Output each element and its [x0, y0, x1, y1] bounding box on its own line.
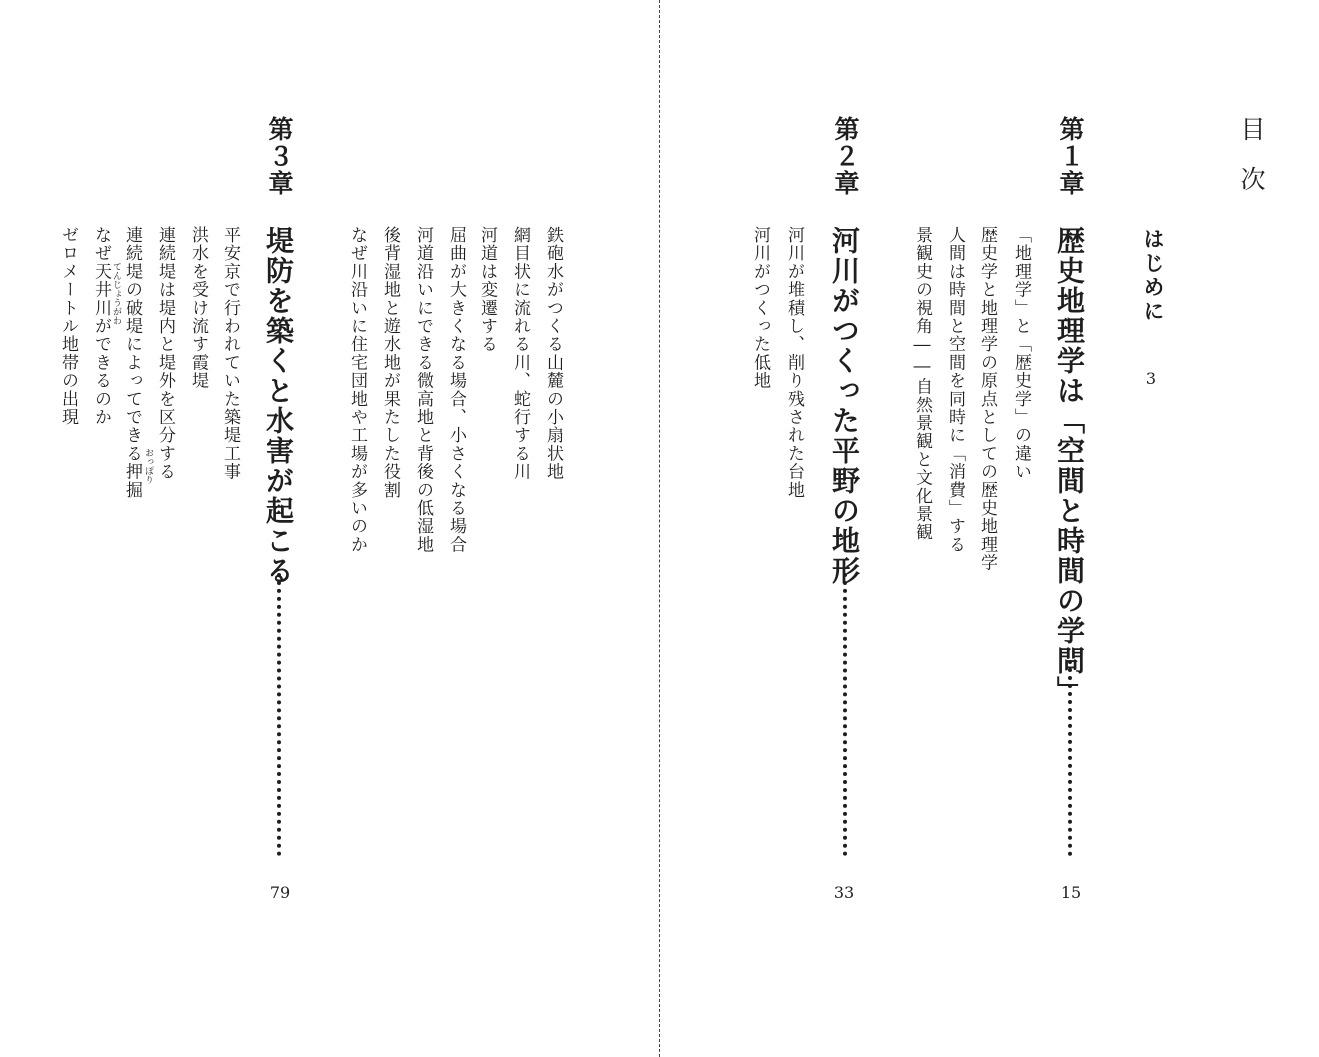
- intro-page-number: 3: [1145, 369, 1157, 388]
- chapter-1-label: 第１章: [1056, 116, 1085, 197]
- chapter-2-label: 第２章: [831, 116, 860, 197]
- chapter-1-item[interactable]: 人間は時間と空間を同時に「消費」する: [945, 226, 965, 554]
- chapter-2-item[interactable]: 河道沿いにできる微高地と背後の低湿地: [413, 226, 433, 554]
- chapter-3-item[interactable]: 平安京で行われていた築堤工事: [220, 226, 240, 481]
- left-page: [0, 0, 659, 1057]
- chapter-1-item[interactable]: 「地理学」と「歴史学」の違い: [1011, 226, 1031, 481]
- chapter-2-item[interactable]: 河川が堆積し、削り残された台地: [784, 226, 804, 499]
- ruby-oppori: おっぽり: [143, 448, 153, 484]
- chapter-3-title[interactable]: 堤防を築くと水害が起こる: [262, 226, 295, 586]
- chapter-2-item[interactable]: 網目状に流れる川、蛇行する川: [510, 226, 530, 481]
- right-page: [661, 0, 1319, 1057]
- chapter-2-item[interactable]: 河道は変遷する: [477, 226, 497, 354]
- chapter-3-item[interactable]: 洪水を受け流す霞堤: [188, 226, 208, 390]
- chapter-3-leader: [277, 573, 281, 856]
- chapter-2-item[interactable]: 河川がつくった低地: [750, 226, 770, 390]
- chapter-1-leader: [1068, 660, 1072, 856]
- intro-title[interactable]: はじめに: [1141, 228, 1166, 324]
- chapter-1-page-number: 15: [1060, 883, 1082, 902]
- ruby-tenjougawa: てんじょうがわ: [111, 262, 121, 325]
- chapter-3-item[interactable]: 連続堤は堤内と堤外を区分する: [155, 226, 175, 481]
- chapter-3-item[interactable]: 連続堤の破堤によってできる押掘: [122, 226, 142, 499]
- toc-heading: 目 次: [1237, 116, 1266, 191]
- chapter-2-item[interactable]: なぜ川沿いに住宅団地や工場が多いのか: [347, 226, 367, 554]
- chapter-2-leader: [843, 573, 847, 856]
- chapter-2-item[interactable]: 屈曲が大きくなる場合、小さくなる場合: [446, 226, 466, 554]
- chapter-2-item[interactable]: 後背湿地と遊水地が果たした役割: [380, 226, 400, 499]
- chapter-3-page-number: 79: [269, 883, 291, 902]
- chapter-2-item[interactable]: 鉄砲水がつくる山麓の小扇状地: [543, 226, 563, 481]
- chapter-3-item[interactable]: ゼロメートル地帯の出現: [58, 226, 78, 427]
- chapter-3-label: 第３章: [265, 116, 294, 197]
- chapter-1-item[interactable]: 歴史学と地理学の原点としての歴史地理学: [977, 226, 997, 572]
- chapter-2-page-number: 33: [833, 883, 855, 902]
- chapter-1-title[interactable]: 歴史地理学は「空間と時間の学問」: [1053, 226, 1086, 706]
- page-gutter: [659, 0, 660, 1057]
- chapter-1-item[interactable]: 景観史の視角――自然景観と文化景観: [912, 226, 932, 542]
- chapter-3-item[interactable]: なぜ天井川ができるのか: [91, 226, 111, 427]
- chapter-2-title[interactable]: 河川がつくった平野の地形: [828, 226, 861, 586]
